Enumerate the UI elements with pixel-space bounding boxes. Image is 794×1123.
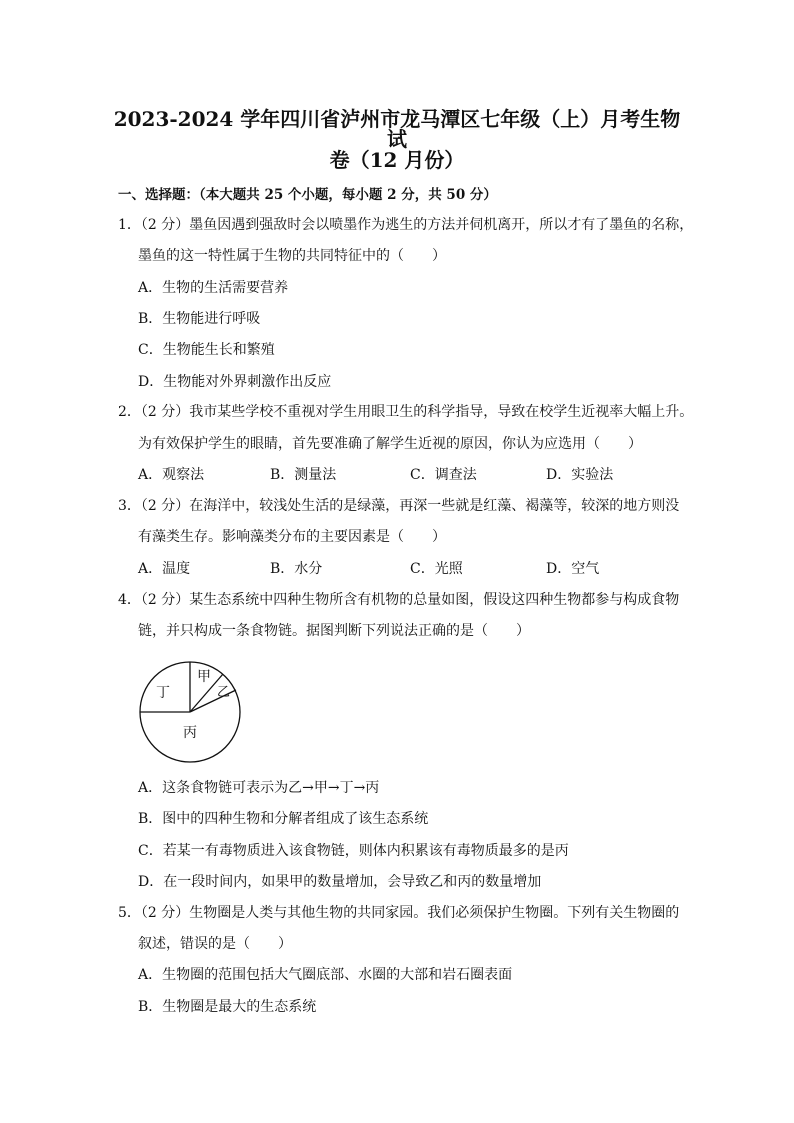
pie-label-yi: 乙 [217, 685, 231, 700]
question-4-pie-figure [138, 660, 244, 764]
question-1-option-b: B．生物能进行呼吸 [138, 311, 261, 327]
question-4-stem-line1: 4．（2 分）某生态系统中四种生物所含有机物的总量如图，假设这四种生物都参与构成食物 [118, 592, 680, 608]
section-heading-choice: 一、选择题：（本大题共 25 个小题，每小题 2 分，共 50 分） [118, 187, 497, 203]
question-1-stem-line1: 1．（2 分）墨鱼因遇到强敌时会以喷墨作为逃生的方法并伺机离开，所以才有了墨鱼的名称， [118, 217, 694, 233]
question-4-option-b: B．图中的四种生物和分解者组成了该生态系统 [138, 811, 429, 827]
question-4-option-d: D．在一段时间内，如果甲的数量增加，会导致乙和丙的数量增加 [138, 874, 542, 890]
question-4-stem-line2: 链，并只构成一条食物链。据图判断下列说法正确的是（ ） [138, 623, 530, 639]
question-4-option-a: A．这条食物链可表示为乙→甲→丁→丙 [138, 780, 380, 796]
question-1-stem-line2: 墨鱼的这一特性属于生物的共同特征中的（ ） [138, 248, 446, 264]
exam-title-line2: 卷（12 月份） [329, 148, 465, 172]
question-3-option-a: A．温度 [138, 561, 191, 577]
question-5-option-a: A．生物圈的范围包括大气圈底部、水圈的大部和岩石圈表面 [138, 967, 513, 983]
question-2-option-d: D．实验法 [546, 467, 614, 483]
question-4-option-c: C．若某一有毒物质进入该食物链，则体内积累该有毒物质最多的是丙 [138, 843, 569, 859]
question-2-option-c: C．调查法 [410, 467, 477, 483]
question-3-stem-line2: 有藻类生存。影响藻类分布的主要因素是（ ） [138, 529, 446, 545]
question-3-option-b: B．水分 [270, 561, 323, 577]
question-3-option-d: D．空气 [546, 561, 600, 577]
question-1-option-d: D．生物能对外界刺激作出反应 [138, 374, 332, 390]
question-5-option-b: B．生物圈是最大的生态系统 [138, 999, 317, 1015]
pie-label-bing: 丙 [183, 725, 197, 741]
question-1-option-c: C．生物能生长和繁殖 [138, 342, 275, 358]
question-1-option-a: A．生物的生活需要营养 [138, 280, 289, 296]
pie-label-jia: 甲 [197, 669, 211, 685]
question-5-stem-line1: 5．（2 分）生物圈是人类与其他生物的共同家园。我们必须保护生物圈。下列有关生物圈的 [118, 905, 680, 921]
question-2-option-b: B．测量法 [270, 467, 337, 483]
question-2-stem-line1: 2．（2 分）我市某些学校不重视对学生用眼卫生的科学指导，导致在校学生近视率大幅上升。 [118, 404, 694, 420]
pie-label-ding: 丁 [156, 685, 170, 701]
question-2-stem-line2: 为有效保护学生的眼睛，首先要准确了解学生近视的原因，你认为应选用（ ） [138, 436, 642, 452]
exam-title-line1: 2023-2024 学年四川省泸州市龙马潭区七年级（上）月考生物试 [113, 107, 681, 151]
question-3-stem-line1: 3．（2 分）在海洋中，较浅处生活的是绿藻，再深一些就是红藻、褐藻等，较深的地方则没 [118, 498, 680, 514]
question-3-option-c: C．光照 [410, 561, 463, 577]
question-2-option-a: A．观察法 [138, 467, 205, 483]
question-5-stem-line2: 叙述，错误的是（ ） [138, 936, 292, 952]
